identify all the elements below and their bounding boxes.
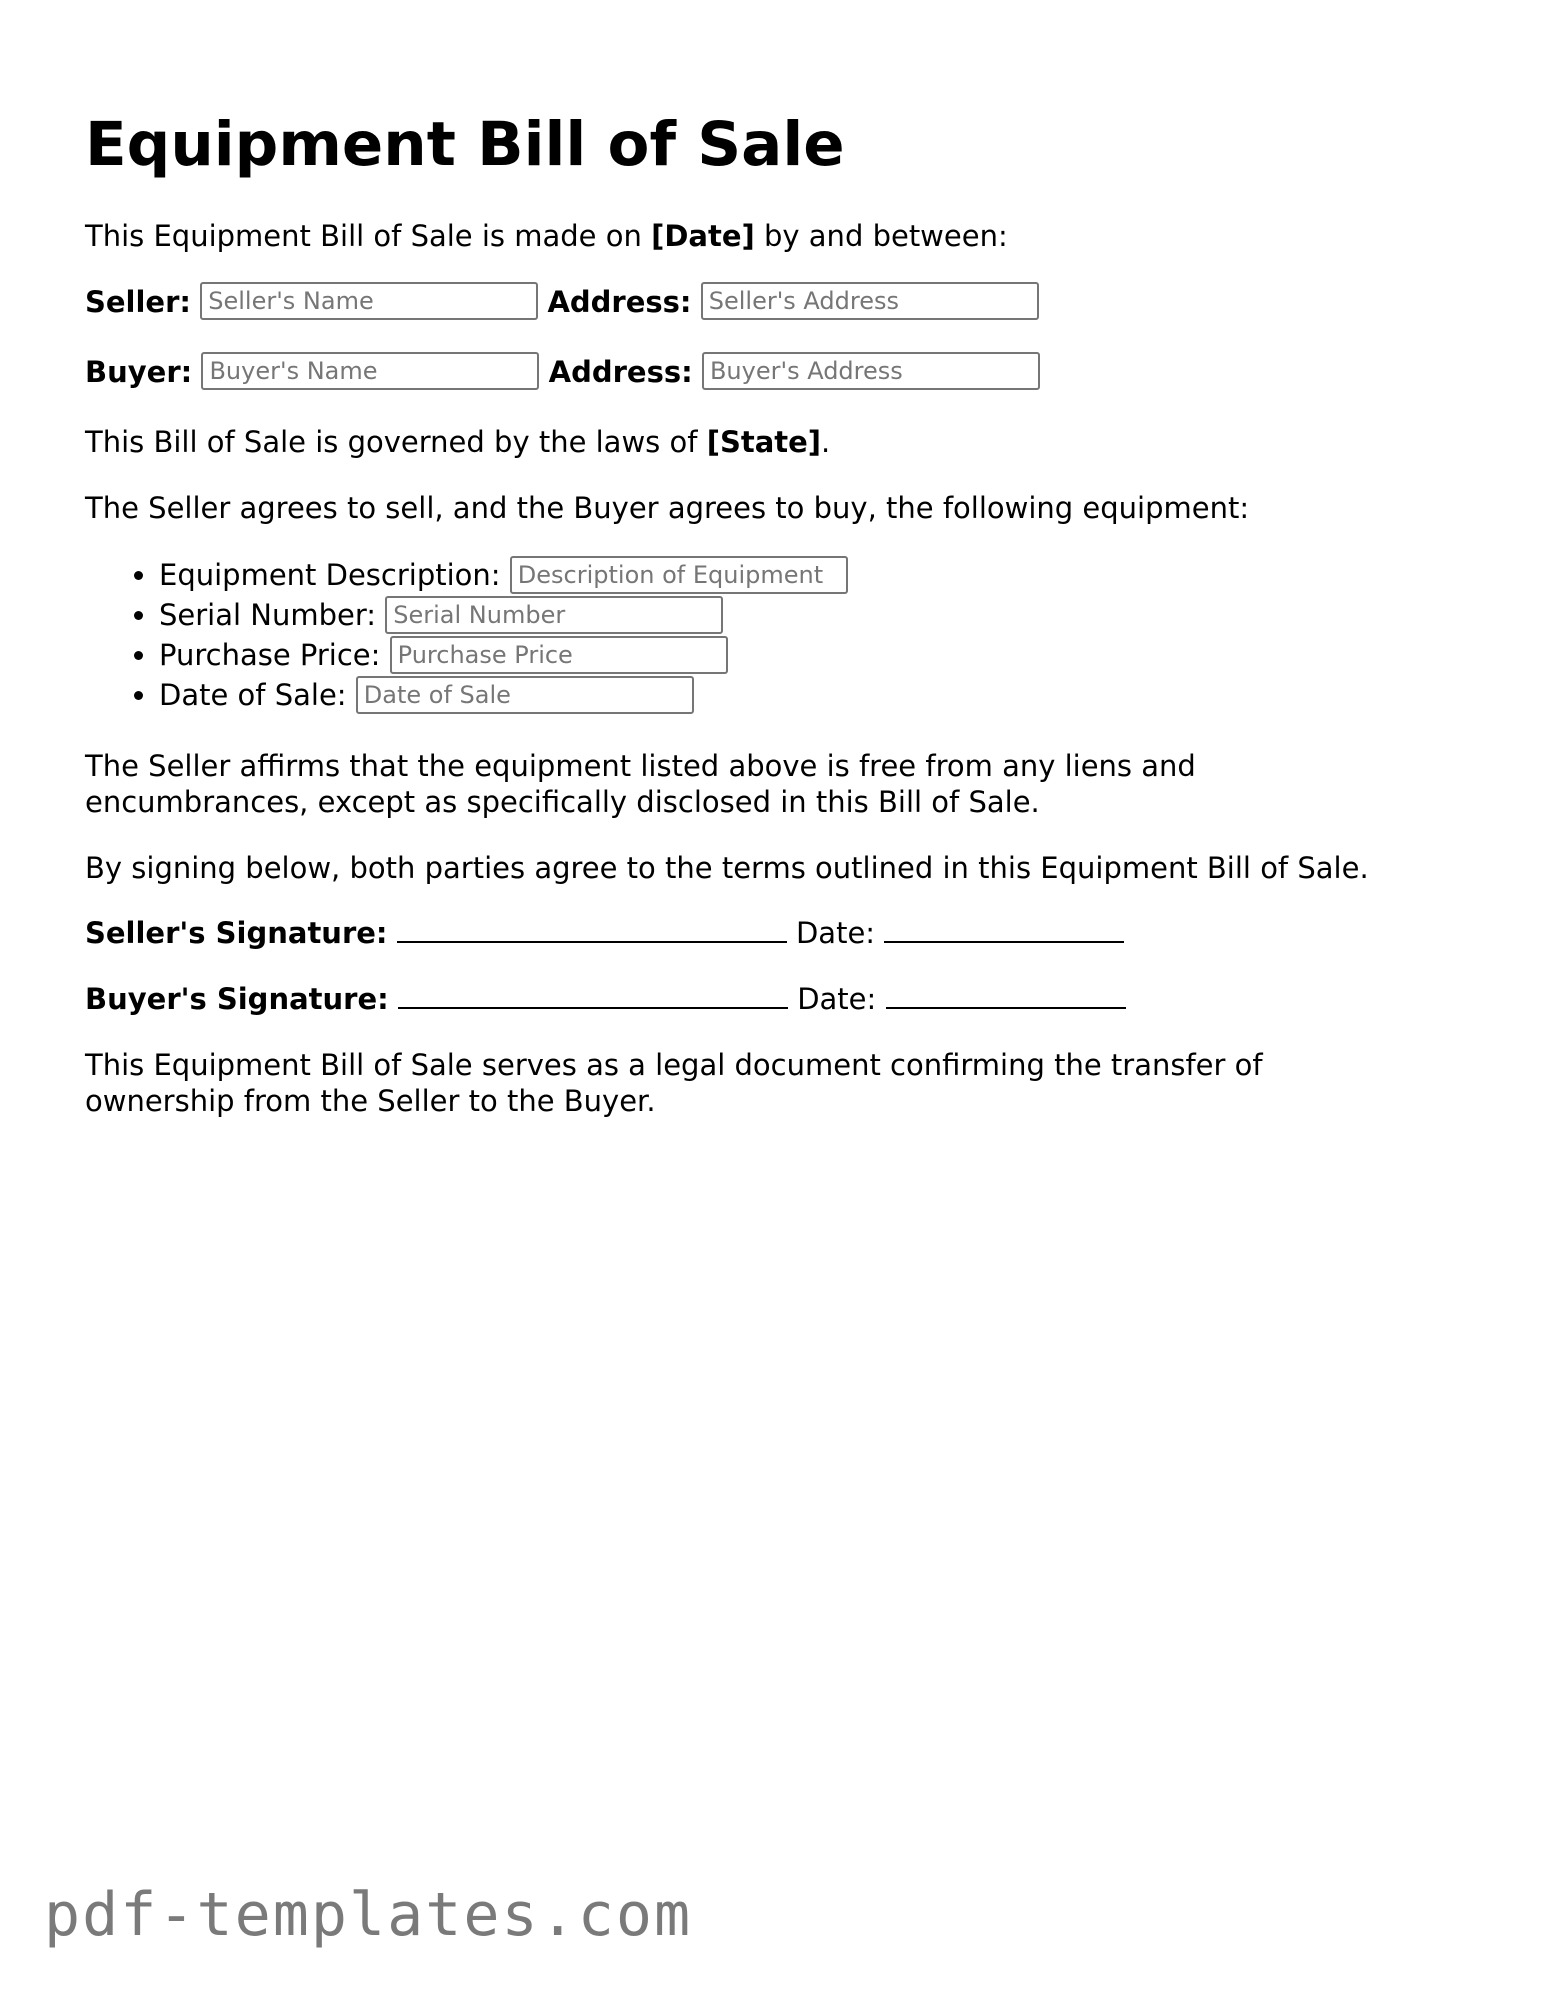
buyer-name-input[interactable] [201,352,539,390]
signing-note: By signing below, both parties agree to the terms outlined in this Equipment Bill of Sale. [85,851,1369,885]
equipment-description-input[interactable] [510,556,848,594]
seller-name-input[interactable] [200,282,538,320]
purchase-price-label: Purchase Price: [159,638,381,672]
seller-row [85,284,1039,320]
seller-signature-line[interactable] [397,917,787,943]
buyer-signature-label: Buyer's Signature: [85,982,389,1016]
serial-number-label: Serial Number: [159,598,377,632]
equipment-list [85,555,848,715]
list-item-equipment-description [159,555,848,595]
buyer-label: Buyer: [85,355,193,389]
intro-text-before: This Equipment Bill of Sale is made on [85,219,652,253]
serial-number-input[interactable] [385,596,723,634]
governing-text-before: This Bill of Sale is governed by the laws of [85,425,707,459]
buyer-signature-line[interactable] [398,983,788,1009]
closing-text: This Equipment Bill of Sale serves as a legal document confirming the transfer of ownership from the Seller to the Buyer. [85,1048,1263,1118]
page-title: Equipment Bill of Sale [85,109,845,180]
date-of-sale-label: Date of Sale: [159,678,347,712]
governing-text-after: . [821,425,831,459]
seller-address-input[interactable] [701,282,1039,320]
seller-label: Seller: [85,285,192,319]
buyer-date-label: Date: [797,982,877,1016]
buyer-address-label: Address: [548,355,693,389]
list-item-serial-number [159,595,848,635]
affirmation-text: The Seller affirms that the equipment listed above is free from any liens and encumbrances, except as specifically disclosed in this Bill of Sale. [85,749,1196,819]
purchase-price-input[interactable] [390,636,728,674]
seller-signature-row [85,915,1124,951]
date-of-sale-input[interactable] [356,676,694,714]
agreement-text: The Seller agrees to sell, and the Buyer agrees to buy, the following equipment: [85,491,1250,525]
seller-signature-label: Seller's Signature: [85,916,388,950]
buyer-address-input[interactable] [702,352,1040,390]
governing-law-line [85,424,830,460]
seller-address-label: Address: [547,285,692,319]
buyer-date-line[interactable] [886,983,1126,1009]
list-item-purchase-price [159,635,848,675]
seller-date-line[interactable] [884,917,1124,943]
intro-text-after: by and between: [754,219,1008,253]
list-item-date-of-sale [159,675,848,715]
state-placeholder: [State] [706,425,822,459]
buyer-row [85,354,1040,390]
buyer-signature-row [85,981,1126,1017]
seller-date-label: Date: [795,916,876,950]
equipment-description-label: Equipment Description: [159,558,501,592]
date-placeholder: [Date] [651,219,755,253]
watermark: pdf-templates.com [44,1880,693,1950]
intro-line [85,218,1008,254]
